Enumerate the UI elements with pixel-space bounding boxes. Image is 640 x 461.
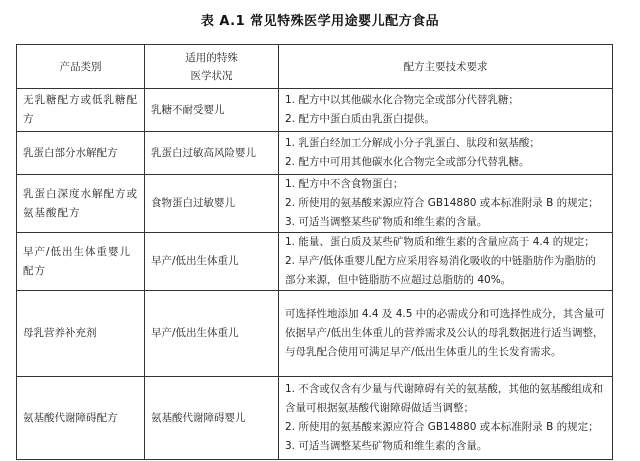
cell-requirements bbox=[279, 233, 613, 291]
cell-category: 无乳糖配方或低乳糖配方 bbox=[17, 89, 145, 132]
cell-category: 乳蛋白深度水解配方或氨基酸配方 bbox=[17, 175, 145, 233]
cell-condition: 乳蛋白过敏高风险婴儿 bbox=[145, 132, 279, 175]
table-row bbox=[17, 377, 613, 460]
header-condition-line1: 适用的特殊 bbox=[185, 51, 238, 64]
cell-condition: 早产/低出生体重儿 bbox=[145, 233, 279, 291]
requirement-item: 2. 早产/低体重婴儿配方应采用容易消化吸收的中链脂肪作为脂肪的部分来源，但中链脂肪不应超过总脂肪的 40%。 bbox=[285, 255, 596, 286]
table-title: 表 A.1 常见特殊医学用途婴儿配方食品 bbox=[200, 14, 440, 29]
table-row bbox=[17, 291, 613, 377]
requirement-item: 2. 所使用的氨基酸来源应符合 GB14880 或本标准附录 B 的规定； bbox=[285, 197, 599, 209]
table-row bbox=[17, 175, 613, 233]
cell-condition: 氨基酸代谢障碍婴儿 bbox=[145, 377, 279, 460]
cell-requirements bbox=[279, 377, 613, 460]
cell-requirements bbox=[279, 89, 613, 132]
requirement-item: 1. 乳蛋白经加工分解成小分子乳蛋白、肽段和氨基酸； bbox=[285, 137, 540, 149]
requirement-item: 2. 配方中可用其他碳水化合物完全或部分代替乳糖。 bbox=[285, 156, 530, 168]
requirement-item: 2. 所使用的氨基酸来源应符合 GB14880 或本标准附录 B 的规定； bbox=[285, 421, 599, 433]
cell-requirements bbox=[279, 175, 613, 233]
cell-requirements bbox=[279, 291, 613, 377]
table-row bbox=[17, 233, 613, 291]
requirement-item: 3. 可适当调整某些矿物质和维生素的含量。 bbox=[285, 216, 488, 228]
cell-condition: 食物蛋白过敏婴儿 bbox=[145, 175, 279, 233]
header-product-category: 产品类别 bbox=[17, 45, 145, 89]
cell-category: 乳蛋白部分水解配方 bbox=[17, 132, 145, 175]
requirement-item: 3. 可适当调整某些矿物质和维生素的含量。 bbox=[285, 440, 488, 452]
header-technical-requirements: 配方主要技术要求 bbox=[279, 45, 613, 89]
header-condition-line2: 医学状况 bbox=[190, 69, 233, 82]
cell-condition: 早产/低出生体重儿 bbox=[145, 291, 279, 377]
cell-condition: 乳糖不耐受婴儿 bbox=[145, 89, 279, 132]
requirement-item: 1. 配方中不含食物蛋白； bbox=[285, 178, 404, 190]
cell-category: 母乳营养补充剂 bbox=[17, 291, 145, 377]
table-row bbox=[17, 132, 613, 175]
requirement-item: 1. 配方中以其他碳水化合物完全或部分代替乳糖； bbox=[285, 94, 519, 106]
table-header-row bbox=[17, 45, 613, 89]
cell-requirements bbox=[279, 132, 613, 175]
requirement-item: 1. 不含或仅含有少量与代谢障碍有关的氨基酸，其他的氨基酸组成和含量可根据氨基酸代谢障碍做适当调整； bbox=[285, 383, 603, 414]
requirement-item: 2. 配方中蛋白质由乳蛋白提供。 bbox=[285, 113, 435, 125]
cell-category: 氨基酸代谢障碍配方 bbox=[17, 377, 145, 460]
requirement-item: 1. 能量、蛋白质及某些矿物质和维生素的含量应高于 4.4 的规定； bbox=[285, 236, 595, 248]
requirement-item: 可选择性地添加 4.4 及 4.5 中的必需成分和可选择性成分，其含量可依据早产/低出生体重儿的营养需求及公认的母乳数据进行适当调整，与母乳配合使用可满足早产/低出生体重儿的生长发育需求。 bbox=[285, 308, 605, 358]
header-medical-condition bbox=[145, 45, 279, 89]
special-medical-infant-formula-table bbox=[16, 44, 613, 460]
cell-category: 早产/低出生体重婴儿配方 bbox=[17, 233, 145, 291]
table-row bbox=[17, 89, 613, 132]
